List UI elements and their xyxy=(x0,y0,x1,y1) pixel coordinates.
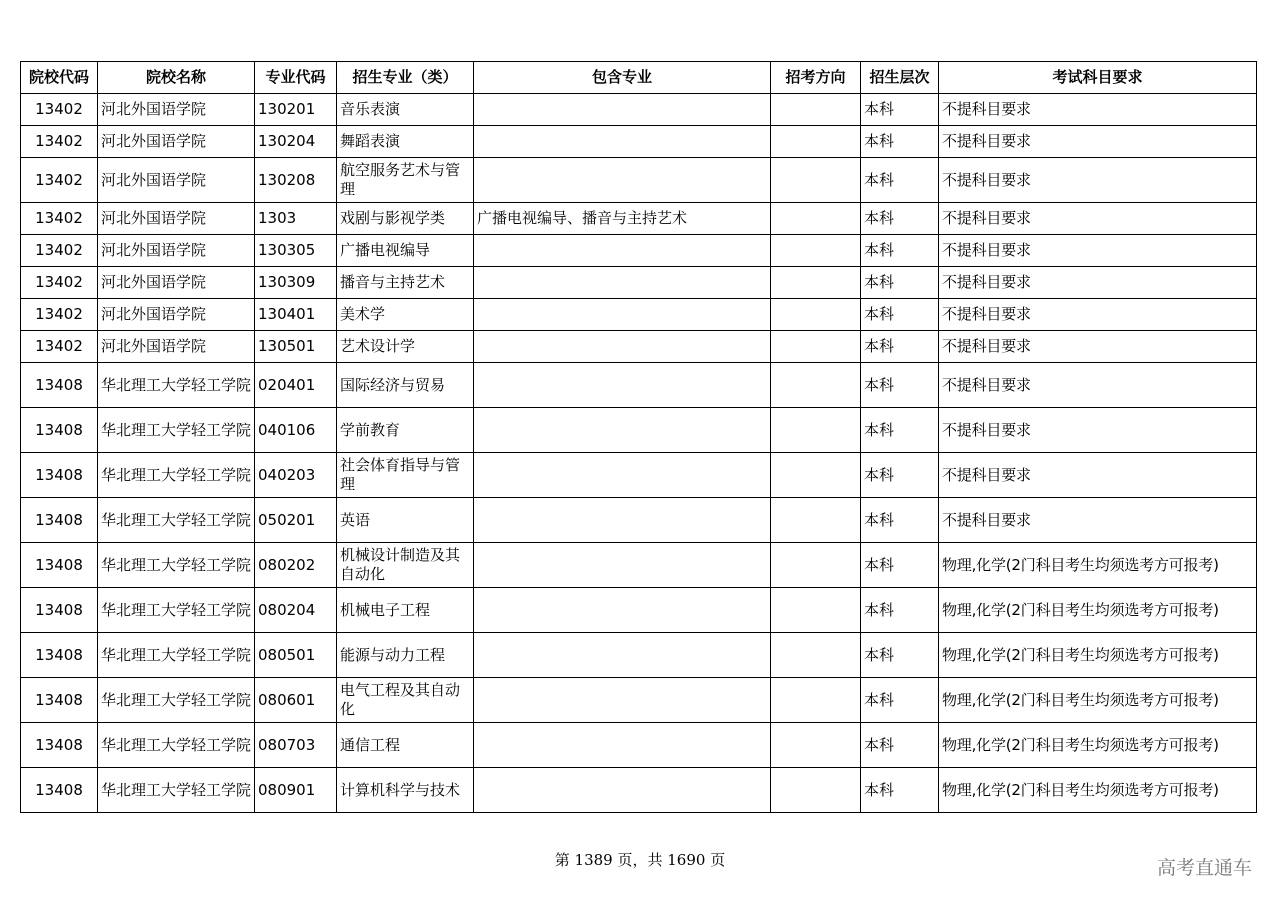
table-row xyxy=(21,453,1257,498)
major-name-cell: 戏剧与影视学类 xyxy=(337,203,474,235)
requirement-cell: 不提科目要求 xyxy=(939,235,1257,267)
major-name-cell: 广播电视编导 xyxy=(337,235,474,267)
admission-table xyxy=(20,61,1257,813)
includes-cell xyxy=(474,363,771,408)
includes-cell xyxy=(474,158,771,203)
table-row xyxy=(21,678,1257,723)
table-row xyxy=(21,543,1257,588)
major-name-cell: 通信工程 xyxy=(337,723,474,768)
level-cell: 本科 xyxy=(861,498,939,543)
school-code-cell: 13408 xyxy=(21,498,98,543)
major-code-cell: 080501 xyxy=(255,633,337,678)
school-code-cell: 13408 xyxy=(21,408,98,453)
school-name-cell: 华北理工大学轻工学院 xyxy=(98,678,255,723)
major-code-cell: 1303 xyxy=(255,203,337,235)
major-code-cell: 130204 xyxy=(255,126,337,158)
major-name-cell: 音乐表演 xyxy=(337,94,474,126)
school-name-cell: 华北理工大学轻工学院 xyxy=(98,588,255,633)
major-name-cell: 学前教育 xyxy=(337,408,474,453)
level-cell: 本科 xyxy=(861,588,939,633)
major-name-cell: 机械电子工程 xyxy=(337,588,474,633)
includes-cell xyxy=(474,94,771,126)
major-code-cell: 020401 xyxy=(255,363,337,408)
requirement-cell: 不提科目要求 xyxy=(939,363,1257,408)
header-direction: 招考方向 xyxy=(771,62,861,94)
includes-cell xyxy=(474,331,771,363)
direction-cell xyxy=(771,723,861,768)
level-cell: 本科 xyxy=(861,299,939,331)
level-cell: 本科 xyxy=(861,543,939,588)
major-name-cell: 播音与主持艺术 xyxy=(337,267,474,299)
includes-cell xyxy=(474,299,771,331)
major-code-cell: 130501 xyxy=(255,331,337,363)
requirement-cell: 不提科目要求 xyxy=(939,158,1257,203)
direction-cell xyxy=(771,633,861,678)
header-major: 招生专业（类） xyxy=(337,62,474,94)
direction-cell xyxy=(771,94,861,126)
school-code-cell: 13408 xyxy=(21,363,98,408)
requirement-cell: 不提科目要求 xyxy=(939,126,1257,158)
direction-cell xyxy=(771,498,861,543)
direction-cell xyxy=(771,363,861,408)
level-cell: 本科 xyxy=(861,678,939,723)
major-name-cell: 国际经济与贸易 xyxy=(337,363,474,408)
requirement-cell: 不提科目要求 xyxy=(939,267,1257,299)
school-name-cell: 华北理工大学轻工学院 xyxy=(98,768,255,813)
table-row xyxy=(21,299,1257,331)
level-cell: 本科 xyxy=(861,633,939,678)
school-code-cell: 13408 xyxy=(21,768,98,813)
major-name-cell: 英语 xyxy=(337,498,474,543)
school-code-cell: 13408 xyxy=(21,633,98,678)
school-code-cell: 13408 xyxy=(21,543,98,588)
major-name-cell: 航空服务艺术与管理 xyxy=(337,158,474,203)
major-name-cell: 美术学 xyxy=(337,299,474,331)
level-cell: 本科 xyxy=(861,267,939,299)
major-code-cell: 040106 xyxy=(255,408,337,453)
school-code-cell: 13402 xyxy=(21,94,98,126)
table-row xyxy=(21,126,1257,158)
school-code-cell: 13402 xyxy=(21,267,98,299)
level-cell: 本科 xyxy=(861,408,939,453)
major-code-cell: 080901 xyxy=(255,768,337,813)
page-number: 第 1389 页，共 1690 页 xyxy=(554,851,726,869)
major-name-cell: 艺术设计学 xyxy=(337,331,474,363)
major-name-cell: 电气工程及其自动化 xyxy=(337,678,474,723)
major-code-cell: 080204 xyxy=(255,588,337,633)
includes-cell xyxy=(474,267,771,299)
level-cell: 本科 xyxy=(861,203,939,235)
includes-cell xyxy=(474,408,771,453)
requirement-cell: 不提科目要求 xyxy=(939,331,1257,363)
major-code-cell: 130208 xyxy=(255,158,337,203)
table-row xyxy=(21,267,1257,299)
level-cell: 本科 xyxy=(861,331,939,363)
major-name-cell: 舞蹈表演 xyxy=(337,126,474,158)
school-code-cell: 13408 xyxy=(21,588,98,633)
level-cell: 本科 xyxy=(861,768,939,813)
direction-cell xyxy=(771,158,861,203)
header-row xyxy=(21,62,1257,94)
table-row xyxy=(21,723,1257,768)
level-cell: 本科 xyxy=(861,235,939,267)
requirement-cell: 不提科目要求 xyxy=(939,94,1257,126)
includes-cell xyxy=(474,453,771,498)
includes-cell xyxy=(474,768,771,813)
school-code-cell: 13402 xyxy=(21,203,98,235)
header-level: 招生层次 xyxy=(861,62,939,94)
major-name-cell: 计算机科学与技术 xyxy=(337,768,474,813)
header-school-name: 院校名称 xyxy=(98,62,255,94)
includes-cell xyxy=(474,235,771,267)
school-name-cell: 华北理工大学轻工学院 xyxy=(98,498,255,543)
major-code-cell: 050201 xyxy=(255,498,337,543)
table-row xyxy=(21,633,1257,678)
school-code-cell: 13408 xyxy=(21,723,98,768)
major-code-cell: 040203 xyxy=(255,453,337,498)
school-name-cell: 华北理工大学轻工学院 xyxy=(98,633,255,678)
major-name-cell: 机械设计制造及其自动化 xyxy=(337,543,474,588)
table-row xyxy=(21,94,1257,126)
major-name-cell: 社会体育指导与管理 xyxy=(337,453,474,498)
school-name-cell: 河北外国语学院 xyxy=(98,299,255,331)
includes-cell xyxy=(474,678,771,723)
direction-cell xyxy=(771,408,861,453)
level-cell: 本科 xyxy=(861,158,939,203)
includes-cell xyxy=(474,588,771,633)
level-cell: 本科 xyxy=(861,94,939,126)
major-code-cell: 130201 xyxy=(255,94,337,126)
table-row xyxy=(21,331,1257,363)
school-name-cell: 华北理工大学轻工学院 xyxy=(98,408,255,453)
school-code-cell: 13402 xyxy=(21,299,98,331)
requirement-cell: 不提科目要求 xyxy=(939,453,1257,498)
school-name-cell: 河北外国语学院 xyxy=(98,235,255,267)
includes-cell xyxy=(474,633,771,678)
direction-cell xyxy=(771,331,861,363)
major-code-cell: 130305 xyxy=(255,235,337,267)
major-name-cell: 能源与动力工程 xyxy=(337,633,474,678)
table-row xyxy=(21,158,1257,203)
table-row xyxy=(21,588,1257,633)
school-code-cell: 13408 xyxy=(21,453,98,498)
direction-cell xyxy=(771,267,861,299)
includes-cell: 广播电视编导、播音与主持艺术 xyxy=(474,203,771,235)
requirement-cell: 物理,化学(2门科目考生均须选考方可报考) xyxy=(939,633,1257,678)
direction-cell xyxy=(771,768,861,813)
direction-cell xyxy=(771,235,861,267)
header-major-code: 专业代码 xyxy=(255,62,337,94)
school-code-cell: 13402 xyxy=(21,331,98,363)
major-code-cell: 080202 xyxy=(255,543,337,588)
table-row xyxy=(21,408,1257,453)
requirement-cell: 不提科目要求 xyxy=(939,408,1257,453)
school-name-cell: 华北理工大学轻工学院 xyxy=(98,723,255,768)
direction-cell xyxy=(771,678,861,723)
level-cell: 本科 xyxy=(861,363,939,408)
requirement-cell: 物理,化学(2门科目考生均须选考方可报考) xyxy=(939,588,1257,633)
direction-cell xyxy=(771,299,861,331)
requirement-cell: 不提科目要求 xyxy=(939,498,1257,543)
direction-cell xyxy=(771,203,861,235)
major-code-cell: 130401 xyxy=(255,299,337,331)
header-requirement: 考试科目要求 xyxy=(939,62,1257,94)
table-row xyxy=(21,203,1257,235)
school-name-cell: 河北外国语学院 xyxy=(98,203,255,235)
header-includes: 包含专业 xyxy=(474,62,771,94)
school-name-cell: 河北外国语学院 xyxy=(98,331,255,363)
header-school-code: 院校代码 xyxy=(21,62,98,94)
school-code-cell: 13402 xyxy=(21,126,98,158)
watermark-text: 高考直通车 xyxy=(1156,857,1252,879)
table-row xyxy=(21,363,1257,408)
table-row xyxy=(21,768,1257,813)
requirement-cell: 物理,化学(2门科目考生均须选考方可报考) xyxy=(939,723,1257,768)
requirement-cell: 物理,化学(2门科目考生均须选考方可报考) xyxy=(939,768,1257,813)
direction-cell xyxy=(771,588,861,633)
direction-cell xyxy=(771,543,861,588)
includes-cell xyxy=(474,498,771,543)
major-code-cell: 080703 xyxy=(255,723,337,768)
requirement-cell: 不提科目要求 xyxy=(939,203,1257,235)
includes-cell xyxy=(474,126,771,158)
school-name-cell: 华北理工大学轻工学院 xyxy=(98,453,255,498)
major-code-cell: 130309 xyxy=(255,267,337,299)
requirement-cell: 不提科目要求 xyxy=(939,299,1257,331)
level-cell: 本科 xyxy=(861,723,939,768)
requirement-cell: 物理,化学(2门科目考生均须选考方可报考) xyxy=(939,543,1257,588)
school-code-cell: 13402 xyxy=(21,235,98,267)
table-row xyxy=(21,235,1257,267)
school-code-cell: 13408 xyxy=(21,678,98,723)
direction-cell xyxy=(771,453,861,498)
direction-cell xyxy=(771,126,861,158)
school-name-cell: 河北外国语学院 xyxy=(98,126,255,158)
requirement-cell: 物理,化学(2门科目考生均须选考方可报考) xyxy=(939,678,1257,723)
school-name-cell: 华北理工大学轻工学院 xyxy=(98,363,255,408)
major-code-cell: 080601 xyxy=(255,678,337,723)
school-name-cell: 河北外国语学院 xyxy=(98,94,255,126)
school-name-cell: 河北外国语学院 xyxy=(98,158,255,203)
includes-cell xyxy=(474,723,771,768)
school-code-cell: 13402 xyxy=(21,158,98,203)
includes-cell xyxy=(474,543,771,588)
school-name-cell: 华北理工大学轻工学院 xyxy=(98,543,255,588)
level-cell: 本科 xyxy=(861,126,939,158)
level-cell: 本科 xyxy=(861,453,939,498)
table-row xyxy=(21,498,1257,543)
school-name-cell: 河北外国语学院 xyxy=(98,267,255,299)
